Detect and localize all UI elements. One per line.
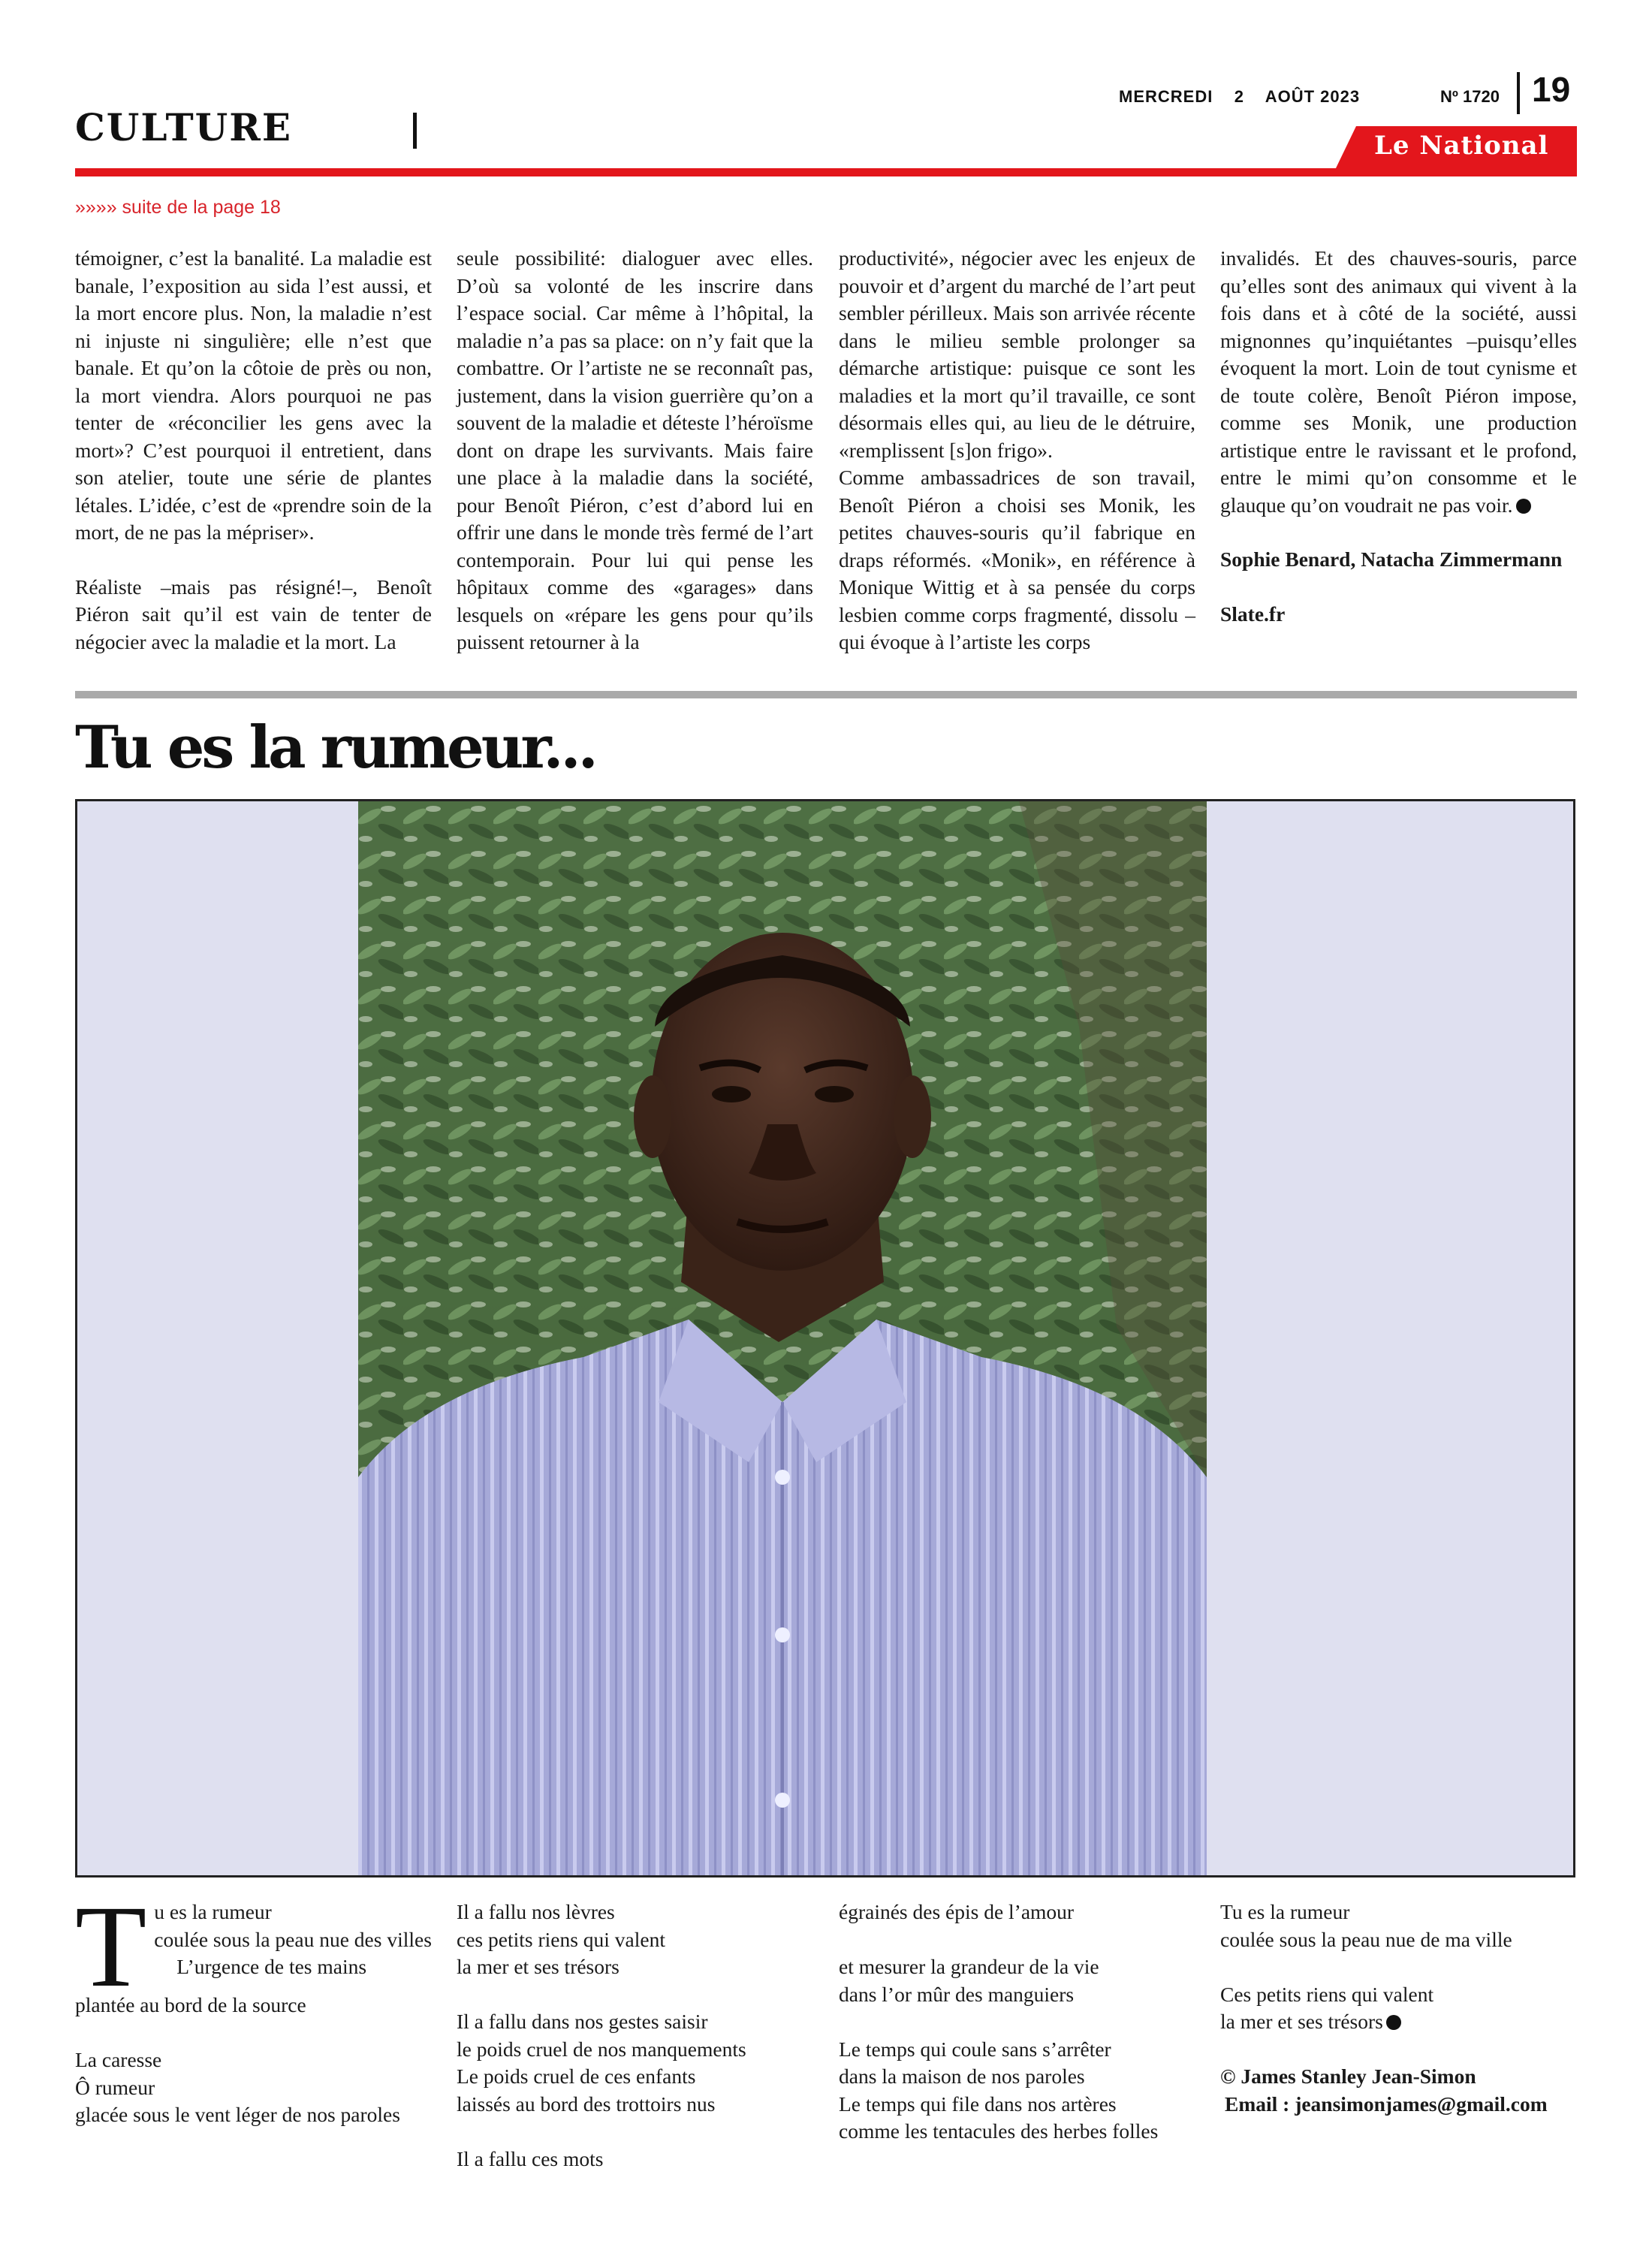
article-paragraph-end [1220, 245, 1577, 519]
poem-stanza [457, 1899, 813, 1981]
poem-stanza [457, 2008, 813, 2118]
poem-line: Le temps qui coule sans s’arrêter [839, 2037, 1111, 2061]
poem-title: Tu es la rumeur... [75, 713, 595, 782]
poem-column-3 [839, 1899, 1195, 2173]
poem-column-2 [457, 1899, 813, 2200]
poem-line: Il a fallu dans nos gestes saisir [457, 2010, 708, 2033]
continued-from-label: »»»» suite de la page 18 [75, 197, 281, 218]
poem-line: Le poids cruel de ces enfants [457, 2064, 696, 2088]
poem-line: glacée sous le vent léger de nos paroles [75, 2103, 400, 2126]
end-mark-icon [1386, 2015, 1401, 2030]
article-paragraph-text: invalidés. Et des chauves-souris, parce qu’elles sont des animaux qui vivent à la fois dans et à côté de la société, aussi mignonnes qu’inquiétantes –puisqu’elles évoquent la mort. Loin de tout cynisme et de toute colère, Benoît Piéron impose, comme ses Monik, une production artistique entre le ravissant et le profond, entre le mimi qu’on consomme et le glauque qu’on voudrait ne pas voir. [1220, 246, 1577, 517]
issue-number: Nº 1720 [1440, 87, 1500, 106]
poem-stanza [457, 2146, 813, 2173]
poem-line: L’urgence de tes mains [176, 1955, 367, 1978]
poem-line: coulée sous la peau nue de ma ville [1220, 1927, 1512, 1951]
article-column-4 [1220, 245, 1577, 628]
poem-line: dans l’or mûr des manguiers [839, 1982, 1075, 2006]
article-paragraph: seule possibilité: dialoguer avec elles. D’où sa volonté de les inscrire dans l’espace social. Car même à l’hôpital, la maladie n’a pas sa place: on n’y fait que la combattre. Or l’artiste ne se reconnaît pas, justement, dans la vision guerrière qu’on a souvent de la maladie et déteste l’héroïsme dont on drape les survivants. Mais faire une place à la maladie dans la société, pour Benoît Piéron, c’est d’abord lui en offrir une dans le monde très fermé de l’art contemporain. Pour lui qui pense les hôpitaux comme des «garages» dans lesquels on «répare les gens pour qu’ils puissent retourner à la [457, 246, 813, 653]
poem-line: La caresse [75, 2048, 162, 2071]
poem-stanza [839, 2036, 1195, 2146]
poem-column-4 [1220, 1899, 1577, 2146]
poem-line: ces petits riens qui valent [457, 1927, 665, 1951]
poem-stanza [75, 2046, 432, 2129]
poem-line: dans la maison de nos paroles [839, 2064, 1085, 2088]
section-divider [413, 113, 417, 149]
poem-line: Il a fallu ces mots [457, 2146, 604, 2170]
poem-line: Tu es la rumeur [1220, 1900, 1350, 1923]
author-portrait-photo [358, 801, 1207, 1875]
poem-stanza [839, 1899, 1195, 1926]
date-number: 2 [1234, 87, 1245, 106]
poem-line-end [1220, 2008, 1577, 2036]
issue-divider [1517, 72, 1520, 114]
poem-stanza [75, 1881, 432, 2019]
poem-line: Le temps qui file dans nos artères [839, 2092, 1117, 2116]
article-paragraph: témoigner, c’est la banalité. La maladie est banale, l’exposition au sida l’est aussi, et la mort encore plus. Non, la maladie n’est ni injuste ni singulière; elle n’est que banale. Et qu’on la côtoie de près ou non, la mort viendra. Alors pourquoi ne pas tenter de «réconcilier les gens avec la mort»? C’est pourquoi il entretient, dans son atelier, toute une série de plantes létales. L’idée, c’est de «prendre soin de la mort, de ne pas la mépriser». [75, 246, 432, 544]
section-title: CULTURE [75, 105, 292, 149]
article-column-1 [75, 245, 432, 656]
poem-line: le poids cruel de nos manquements [457, 2037, 746, 2061]
article-column-3 [839, 245, 1195, 656]
poem-line: Ô rumeur [75, 2075, 155, 2099]
dateline [1119, 87, 1360, 107]
article-column-2 [457, 245, 813, 656]
poem-column-1 [75, 1881, 432, 2156]
poem-line: laissés au bord des trottoirs nus [457, 2092, 716, 2116]
poem-line-text: la mer et ses trésors [1220, 2010, 1383, 2033]
poem-line: égrainés des épis de l’amour [839, 1900, 1075, 1923]
page-number: 19 [1532, 70, 1571, 109]
poem-line: Ces petits riens qui valent [1220, 1982, 1434, 2006]
poem-credit: © James Stanley Jean-Simon [1220, 2064, 1476, 2088]
poem-line: u es la rumeur [154, 1900, 272, 1923]
poem-line-text: coulée sous la peau nue des villes [154, 1927, 432, 1951]
section-separator [75, 691, 1577, 698]
poem-line: Il a fallu nos lèvres [457, 1900, 615, 1923]
article-authors: Sophie Benard, Natacha Zimmermann [1220, 547, 1563, 571]
poem-line: plantée au bord de la source [75, 1993, 306, 2016]
poem-line: et mesurer la grandeur de la vie [839, 1955, 1099, 1978]
date-month-year: AOÛT 2023 [1265, 87, 1361, 106]
poem-line: comme les tentacules des herbes folles [839, 2119, 1159, 2143]
article-source: Slate.fr [1220, 602, 1286, 626]
drop-cap: T [75, 1881, 147, 2011]
article-paragraph: productivité», négocier avec les enjeux de pouvoir et d’argent du marché de l’art peut sembler périlleux. Mais son arrivée récente dans le milieu semble prolonger sa démarche artistique: puisque ce sont les maladies et la mort qu’il travaille, ce sont désormais elles qui, au lieu de le détruire, «remplissent [s]on frigo». [839, 246, 1195, 462]
date-day: MERCREDI [1119, 87, 1213, 106]
poem-stanza [1220, 1899, 1577, 1953]
author-email: Email : jeansimonjames@gmail.com [1225, 2092, 1548, 2116]
poem-line: la mer et ses trésors [457, 1955, 620, 1978]
brand-name: Le National [1374, 131, 1549, 161]
end-mark-icon [1516, 499, 1531, 514]
article-paragraph: Réaliste –mais pas résigné!–, Benoît Piéron sait qu’il est vain de tenter de négocier avec la maladie et la mort. La [75, 575, 432, 653]
article-paragraph: Comme ambassadrices de son travail, Benoît Piéron a choisi ses Monik, les petites chauves-souris qu’il fabrique en draps réformés. «Monik», en référence à Monique Wittig et à sa pensée du corps lesbien comme corps fragmenté, dissolu –qui évoque à l’artiste les corps [839, 466, 1195, 653]
poem-stanza [839, 1953, 1195, 2008]
poem-stanza [1220, 1981, 1577, 2036]
poem-credit-block [1220, 2063, 1577, 2118]
